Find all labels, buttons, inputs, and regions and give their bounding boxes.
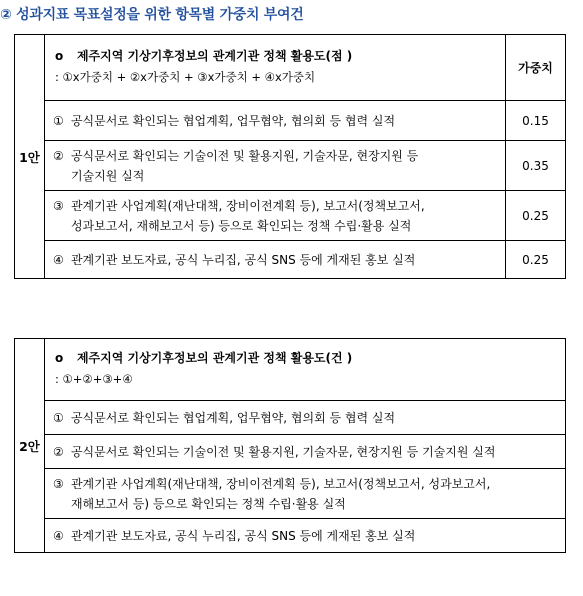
indicator-title: 제주지역 기상기후정보의 관계기관 정책 활용도(점 ) xyxy=(76,48,353,63)
item-text: ① 공식문서로 확인되는 협업계획, 업무협약, 협의회 등 협력 실적 xyxy=(44,101,505,141)
formula: : ①x가중치 + ②x가중치 + ③x가중치 + ④x가중치 xyxy=(54,69,316,84)
item-text: ② 공식문서로 확인되는 기술이전 및 활용지원, 기술자문, 현장지원 등 기술지원 실적 xyxy=(44,141,505,191)
indicator-title: 제주지역 기상기후정보의 관계기관 정책 활용도(건 ) xyxy=(76,350,353,365)
page-title: ② 성과지표 목표설정을 위한 항목별 가중치 부여건 xyxy=(0,7,304,23)
item-text: ③ 관계기관 사업계획(재난대책, 장비이전계획 등), 보고서(정책보고서, 성과보고서, 재해보고서 등) 등으로 확인되는 정책 수립·활용 실적 xyxy=(44,469,565,519)
weight-value: 0.15 xyxy=(506,101,566,141)
weight-table-plan-2 xyxy=(14,338,566,553)
table-row xyxy=(15,241,566,279)
indicator-header xyxy=(44,35,505,101)
item-text: ④ 관계기관 보도자료, 공식 누리집, 공식 SNS 등에 게재된 홍보 실적 xyxy=(44,519,565,553)
indicator-header xyxy=(44,339,565,401)
item-text: ② 공식문서로 확인되는 기술이전 및 활용지원, 기술자문, 현장지원 등 기술지원 실적 xyxy=(44,435,565,469)
table-row xyxy=(15,435,566,469)
weight-value: 0.35 xyxy=(506,141,566,191)
table-row xyxy=(15,469,566,519)
item-text: ① 공식문서로 확인되는 협업계획, 업무협약, 협의회 등 협력 실적 xyxy=(44,401,565,435)
weight-table-plan-1 xyxy=(14,34,566,279)
item-text: ③ 관계기관 사업계획(재난대책, 장비이전계획 등), 보고서(정책보고서, 성과보고서, 재해보고서 등) 등으로 확인되는 정책 수립·활용 실적 xyxy=(44,191,505,241)
formula: : ①+②+③+④ xyxy=(54,371,133,386)
plan-label: 1안 xyxy=(15,35,45,279)
bullet: o xyxy=(54,48,64,63)
table-row xyxy=(15,101,566,141)
weight-header: 가중치 xyxy=(506,35,566,101)
table-row xyxy=(15,141,566,191)
plan-label: 2안 xyxy=(15,339,45,553)
table-row xyxy=(15,401,566,435)
item-text: ④ 관계기관 보도자료, 공식 누리집, 공식 SNS 등에 게재된 홍보 실적 xyxy=(44,241,505,279)
table-row xyxy=(15,519,566,553)
weight-value: 0.25 xyxy=(506,191,566,241)
table-row xyxy=(15,191,566,241)
bullet: o xyxy=(54,350,64,365)
weight-value: 0.25 xyxy=(506,241,566,279)
